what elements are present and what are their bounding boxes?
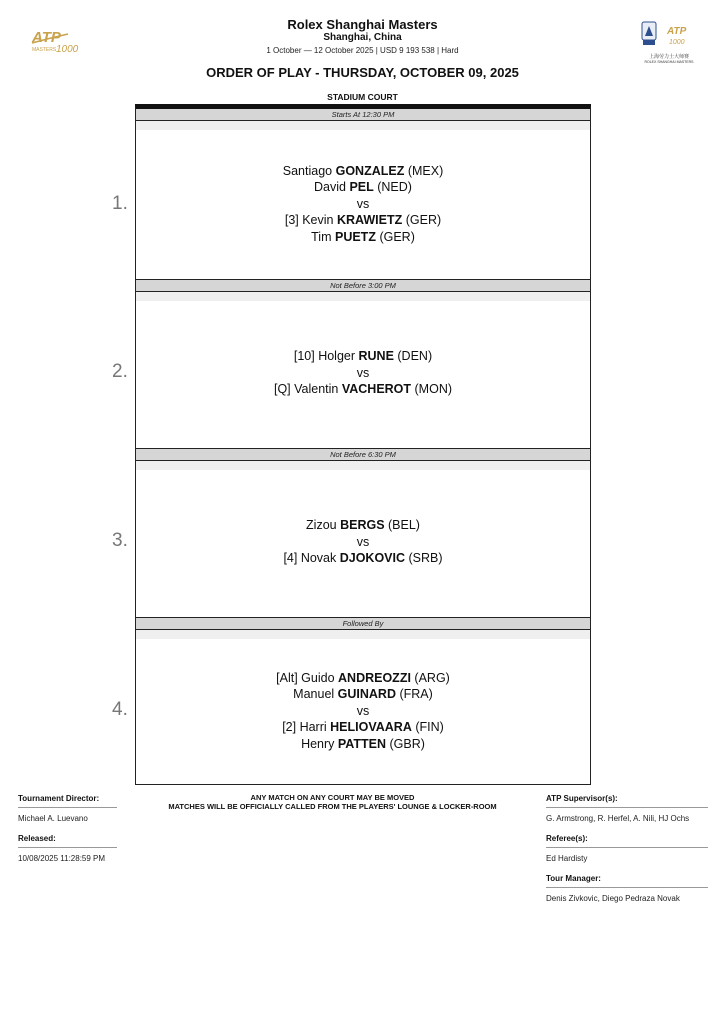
match-slot-1: [136, 109, 590, 130]
stadium-court-schedule: [135, 104, 591, 785]
player-surname: RUNE: [358, 349, 394, 364]
divider: [18, 807, 117, 808]
match-3-players: [136, 467, 590, 617]
atp-supervisor-names: G. Armstrong, R. Herfel, A. Nili, HJ Ochs: [546, 814, 690, 823]
referee-label: Referee(s):: [546, 834, 588, 843]
player-country: (ARG): [410, 670, 450, 685]
tour-manager-names: Denis Zivkovic, Diego Pedraza Novak: [546, 894, 680, 903]
player-country: (GER): [375, 229, 415, 244]
versus-label: [357, 534, 370, 551]
player-line: [306, 517, 420, 534]
match-2-players: [136, 298, 590, 448]
player-first-part: vs: [356, 534, 370, 549]
match-number-1: 1.: [112, 193, 128, 214]
player-first-part: Zizou: [306, 518, 341, 533]
logo-english-text: ROLEX SHANGHAI MASTERS: [644, 60, 694, 64]
notice-line-2: MATCHES WILL BE OFFICIALLY CALLED FROM THE PLAYERS' LOUNGE & LOCKER-ROOM: [168, 802, 497, 811]
player-country: (GER): [402, 213, 442, 228]
player-first-part: David: [314, 180, 350, 195]
player-first-part: vs: [356, 703, 370, 718]
order-of-play-title: ORDER OF PLAY - THURSDAY, OCTOBER 09, 2025: [206, 65, 519, 80]
svg-text:ATP: ATP: [667, 26, 687, 37]
player-surname: GUINARD: [337, 687, 396, 702]
svg-text:ATP: ATP: [32, 29, 61, 46]
divider: [546, 807, 708, 808]
released-timestamp: 10/08/2025 11:28:59 PM: [18, 854, 106, 863]
match-number-2: 2.: [112, 361, 128, 382]
player-line: [282, 719, 444, 736]
match-1-players: [136, 129, 590, 279]
player-country: (MEX): [404, 163, 444, 178]
tournament-title: Rolex Shanghai Masters: [287, 17, 438, 32]
player-surname: KRAWIETZ: [336, 213, 403, 228]
player-surname: GONZALEZ: [335, 163, 405, 178]
player-surname: ANDREOZZI: [338, 670, 411, 685]
match-time: Starts At 12:30 PM: [136, 109, 590, 121]
match-time: Followed By: [136, 617, 590, 630]
player-first-part: Tim: [311, 229, 335, 244]
player-surname: PATTEN: [337, 736, 387, 751]
player-line: [301, 736, 425, 753]
atp-supervisor-label: ATP Supervisor(s):: [546, 794, 618, 803]
player-country: (DEN): [393, 349, 433, 364]
player-country: (SRB): [405, 551, 443, 566]
logo-chinese-text: 上海劳力士大师赛: [648, 54, 689, 60]
player-first-part: [3] Kevin: [284, 213, 337, 228]
match-number-3: 3.: [112, 530, 128, 551]
player-line: [283, 163, 443, 180]
player-surname: PEL: [349, 180, 374, 195]
svg-text:1000: 1000: [56, 44, 79, 54]
referee-name: Ed Hardisty: [546, 854, 588, 863]
tournament-dates-info: 1 October — 12 October 2025 | USD 9 193 538 | Hard: [266, 46, 459, 55]
player-surname: BERGS: [340, 518, 385, 533]
player-surname: HELIOVAARA: [330, 720, 412, 735]
divider: [546, 847, 708, 848]
player-country: (FIN): [411, 720, 444, 735]
player-line: [285, 212, 441, 229]
player-first-part: [10] Holger: [293, 349, 359, 364]
player-country: (FRA): [396, 687, 433, 702]
notice-line-1: ANY MATCH ON ANY COURT MAY BE MOVED: [250, 793, 415, 802]
player-country: (NED): [373, 180, 412, 195]
player-line: [283, 550, 442, 567]
player-line: [294, 348, 432, 365]
player-first-part: Manuel: [293, 687, 338, 702]
match-time: Not Before 3:00 PM: [136, 279, 590, 292]
player-first-part: [Q] Valentin: [273, 382, 342, 397]
player-first-part: Henry: [301, 736, 338, 751]
player-surname: DJOKOVIC: [339, 551, 406, 566]
svg-text:MASTERS: MASTERS: [32, 47, 57, 53]
court-notice: [130, 793, 535, 811]
released-label: Released:: [18, 834, 56, 843]
match-4-players: [136, 636, 590, 786]
player-first-part: vs: [356, 196, 370, 211]
player-line: [274, 381, 452, 398]
versus-label: [357, 196, 370, 213]
player-surname: VACHEROT: [341, 382, 412, 397]
divider: [18, 847, 117, 848]
player-first-part: [Alt] Guido: [276, 670, 339, 685]
versus-label: [357, 365, 370, 382]
match-number-4: 4.: [112, 699, 128, 720]
player-line: [311, 229, 415, 246]
player-country: (BEL): [384, 518, 420, 533]
player-first-part: Santiago: [282, 163, 336, 178]
divider: [546, 887, 708, 888]
court-name: STADIUM COURT: [327, 92, 398, 102]
player-first-part: [4] Novak: [283, 551, 340, 566]
versus-label: [357, 703, 370, 720]
player-line: [314, 179, 412, 196]
player-first-part: vs: [356, 365, 370, 380]
player-country: (GBR): [386, 736, 425, 751]
svg-text:1000: 1000: [669, 39, 685, 46]
player-country: (MON): [411, 382, 453, 397]
player-line: [276, 670, 450, 687]
player-first-part: [2] Harri: [282, 720, 331, 735]
tournament-director-label: Tournament Director:: [18, 794, 100, 803]
tour-manager-label: Tour Manager:: [546, 874, 601, 883]
tournament-director-name: Michael A. Luevano: [18, 814, 88, 823]
player-line: [293, 686, 433, 703]
tournament-location: Shanghai, China: [323, 32, 402, 43]
player-surname: PUETZ: [334, 229, 376, 244]
match-time: Not Before 6:30 PM: [136, 448, 590, 461]
